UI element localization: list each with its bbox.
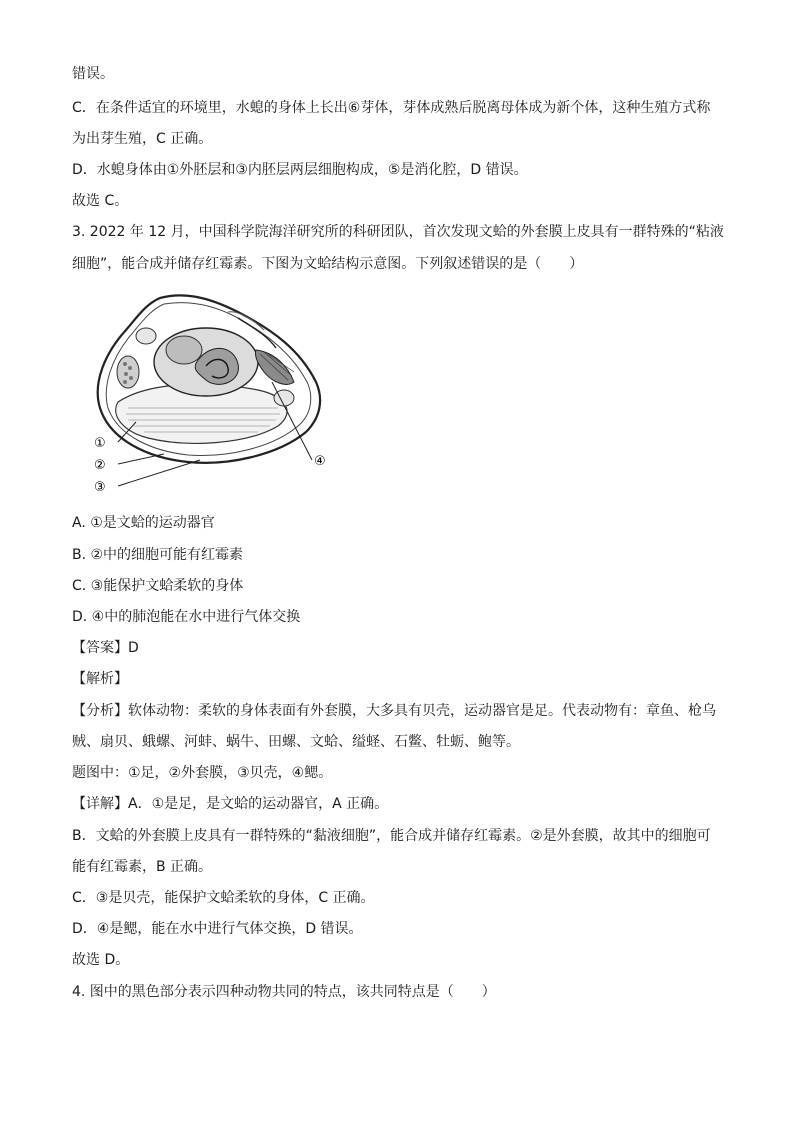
detail-line: B．文蛤的外套膜上皮具有一群特殊的“黏液细胞”，能合成并储存红霉素。②是外套膜，故其中的细胞可	[72, 828, 711, 844]
option-b: B. ②中的细胞可能有红霉素	[72, 547, 244, 563]
text-line: D．水螅身体由①外胚层和③内胚层两层细胞构成，⑤是消化腔，D 错误。	[72, 162, 528, 178]
detail-line: D．④是鳃，能在水中进行气体交换，D 错误。	[72, 921, 363, 937]
question-3-line: 细胞”，能合成并储存红霉素。下图为文蛤结构示意图。下列叙述错误的是（ ）	[72, 256, 584, 272]
analysis-heading: 【解析】	[72, 671, 128, 687]
text-line: C．在条件适宜的环境里，水螅的身体上长出⑥芽体，芽体成熟后脱离母体成为新个体，这种生殖方式称	[72, 100, 711, 116]
label-2: ②	[94, 458, 106, 473]
detail-line: 【详解】A．①是足，是文蛤的运动器官，A 正确。	[72, 796, 389, 812]
analysis-line: 题图中：①足，②外套膜，③贝壳，④鳃。	[72, 765, 333, 781]
analysis-line: 贼、扇贝、蛾螺、河蚌、蜗牛、田螺、文蛤、缢蛏、石鳖、牡蛎、鲍等。	[72, 734, 520, 750]
detail-line: 故选 D。	[72, 952, 130, 968]
label-1: ①	[94, 436, 106, 451]
option-a: A. ①是文蛤的运动器官	[72, 515, 215, 531]
analysis-line: 【分析】软体动物：柔软的身体表面有外套膜，大多具有贝壳，运动器官是足。代表动物有：章鱼、枪乌	[72, 703, 716, 719]
text-line: 故选 C。	[72, 193, 129, 209]
label-4: ④	[314, 454, 326, 469]
label-3: ③	[94, 480, 106, 495]
question-3-line: 3. 2022 年 12 月，中国科学院海洋研究所的科研团队，首次发现文蛤的外套膜上皮具有一群特殊的“粘液	[72, 224, 724, 240]
answer-line: 【答案】D	[72, 640, 139, 656]
detail-line: 能有红霉素，B 正确。	[72, 859, 213, 875]
question-4-line: 4. 图中的黑色部分表示四种动物共同的特点，该共同特点是（ ）	[72, 984, 496, 1000]
clam-structure-diagram	[88, 290, 338, 500]
detail-line: C．③是贝壳，能保护文蛤柔软的身体，C 正确。	[72, 890, 375, 906]
text-line: 错误。	[72, 66, 114, 82]
option-c: C. ③能保护文蛤柔软的身体	[72, 578, 244, 594]
text-line: 为出芽生殖，C 正确。	[72, 131, 213, 147]
option-d: D. ④中的肺泡能在水中进行气体交换	[72, 609, 301, 625]
